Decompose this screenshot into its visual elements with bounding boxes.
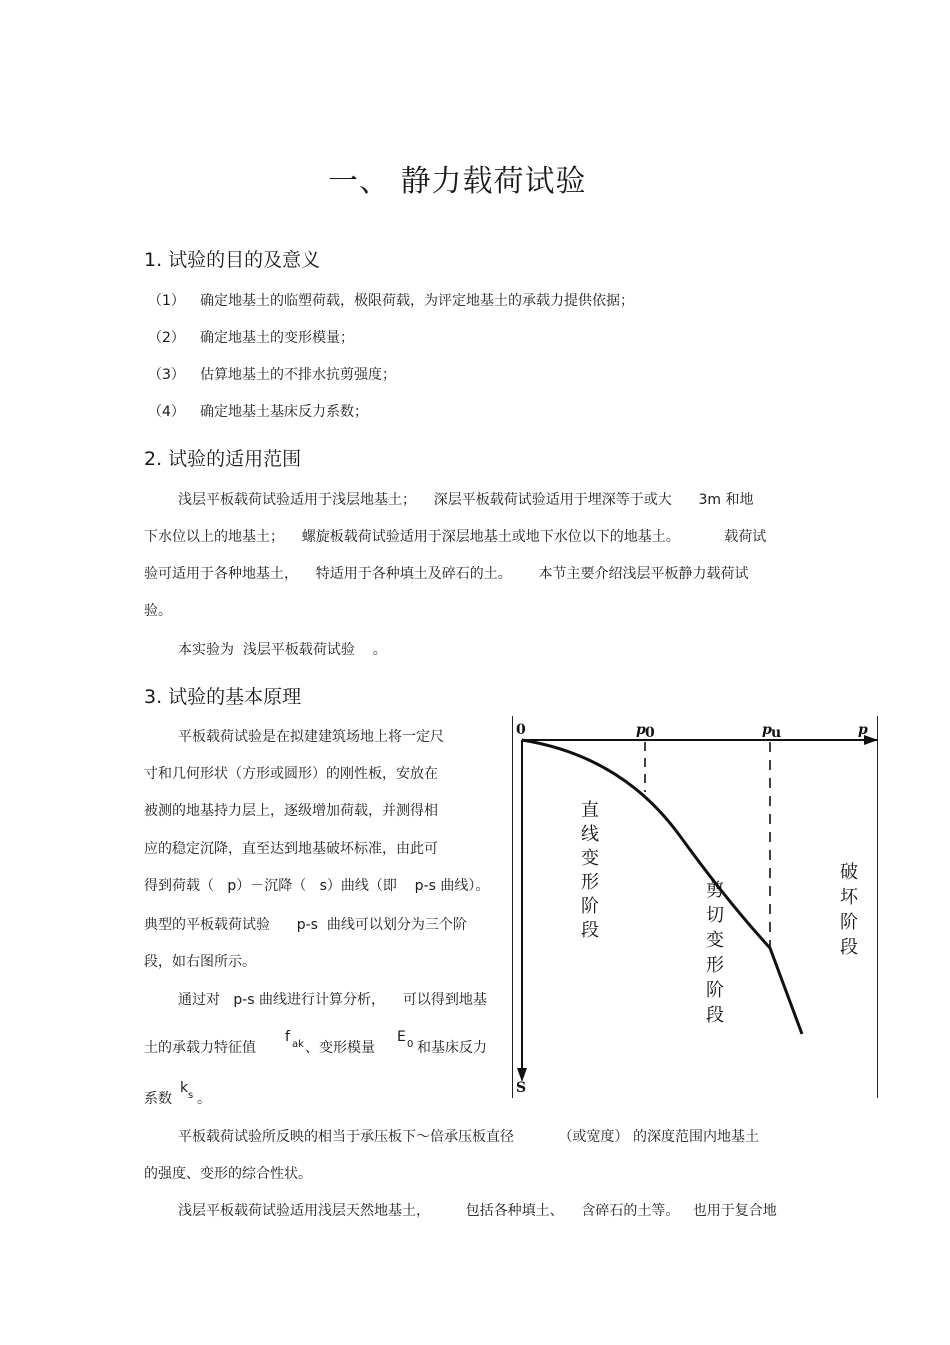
list-item: 确定地基土的变形模量； [200, 330, 354, 346]
page-title: 一、 静力载荷试验 [328, 164, 587, 199]
p0-subscript: 0 [645, 725, 655, 741]
paragraph-line: 典型的平板载荷试验 p-s 曲线可以划分为三个阶 [144, 917, 467, 933]
s-axis-label: S [516, 1080, 527, 1096]
paragraph-line: 、变形模量 [305, 1040, 375, 1056]
paragraph-line: 浅层平板载荷试验适用浅层天然地基土， 包括各种填土、 含碎石的土等。 也用于复合地 [178, 1203, 777, 1219]
paragraph-line: 寸和几何形状（方形或圆形）的刚性板，安放在 [144, 766, 438, 782]
list-item-number: （4） [148, 404, 185, 420]
pu-label: p [762, 722, 772, 738]
section-2-heading: 2. 试验的适用范围 [144, 448, 302, 470]
paragraph-line: 土的承载力特征值 [144, 1040, 256, 1056]
paragraph-line: 的强度、变形的综合性状。 [144, 1166, 312, 1182]
paragraph-line: 。 [197, 1091, 211, 1107]
paragraph-line: 应的稳定沉降，直至达到地基破坏标准，由此可 [144, 841, 438, 857]
paragraph-line: 验可适用于各种地基土， 特适用于各种填土及碎石的土。 本节主要介绍浅层平板静力载荷试 [144, 566, 749, 582]
svg-text:直: 直 [581, 800, 599, 821]
list-item-number: （1） [148, 293, 185, 309]
paragraph-line: 段，如右图所示。 [144, 954, 256, 970]
svg-text:形: 形 [706, 955, 724, 976]
list-item-number: （3） [148, 367, 185, 383]
section-1-heading: 1. 试验的目的及意义 [144, 249, 321, 271]
paragraph-line: 验。 [144, 603, 172, 619]
paragraph-line: 得到荷载（ p）－沉降（ s）曲线（即 p-s 曲线）。 [144, 878, 490, 894]
svg-text:破: 破 [840, 862, 858, 883]
origin-label: 0 [516, 722, 526, 738]
section-3-heading: 3. 试验的基本原理 [144, 686, 302, 708]
paragraph-line: 被测的地基持力层上，逐级增加荷载，并测得相 [144, 803, 438, 819]
list-item: 确定地基土的临塑荷载，极限荷载，为评定地基土的承载力提供依据； [200, 293, 634, 309]
svg-text:段: 段 [581, 920, 599, 941]
svg-text:阶: 阶 [581, 896, 599, 917]
list-item-number: （2） [148, 330, 185, 346]
symbol-k: k [180, 1080, 189, 1096]
svg-text:段: 段 [840, 937, 858, 958]
symbol-k-subscript: s [188, 1090, 194, 1101]
paragraph-line: 下水位以上的地基土； 螺旋板载荷试验适用于深层地基土或地下水位以下的地基土。 载荷试 [144, 529, 767, 545]
svg-text:变: 变 [581, 848, 599, 869]
svg-text:形: 形 [581, 872, 599, 893]
stage-2-label [706, 880, 724, 1026]
paragraph-line: 和基床反力 [417, 1040, 487, 1056]
pu-subscript: u [771, 725, 782, 741]
paragraph-line: 浅层平板载荷试验适用于浅层地基土； 深层平板载荷试验适用于埋深等于或大 3m 和地 [178, 492, 754, 508]
svg-text:坏: 坏 [840, 887, 858, 908]
paragraph-line: 平板载荷试验所反映的相当于承压板下～倍承压板直径 （或宽度） 的深度范围内地基土 [178, 1129, 759, 1145]
p-s-curve-figure [512, 716, 878, 1098]
symbol-e-subscript: 0 [407, 1039, 414, 1050]
svg-text:变: 变 [706, 930, 724, 951]
paragraph-line: 系数 [144, 1091, 172, 1107]
p-s-curve-diagram [512, 716, 878, 1098]
p-s-curve [522, 740, 802, 1034]
stage-3-label [840, 862, 859, 958]
svg-text:剪: 剪 [706, 880, 724, 901]
svg-text:线: 线 [581, 824, 599, 845]
symbol-f-subscript: ak [292, 1039, 304, 1050]
svg-text:段: 段 [706, 1005, 724, 1026]
paragraph-line: 平板载荷试验是在拟建建筑场地上将一定尺 [178, 729, 444, 745]
list-item: 确定地基土基床反力系数； [200, 404, 368, 420]
svg-text:阶: 阶 [840, 912, 858, 933]
stage-1-label [581, 800, 599, 941]
p-axis-label: p [858, 722, 868, 738]
symbol-e: E [397, 1029, 406, 1045]
p0-label: p [636, 722, 646, 738]
svg-text:阶: 阶 [706, 980, 724, 1001]
svg-text:切: 切 [706, 905, 724, 926]
symbol-f: f [285, 1029, 290, 1045]
experiment-note: 本实验为 浅层平板载荷试验 。 [178, 642, 387, 658]
list-item: 估算地基土的不排水抗剪强度； [200, 367, 396, 383]
paragraph-line: 通过对 p-s 曲线进行计算分析， 可以得到地基 [178, 992, 487, 1008]
